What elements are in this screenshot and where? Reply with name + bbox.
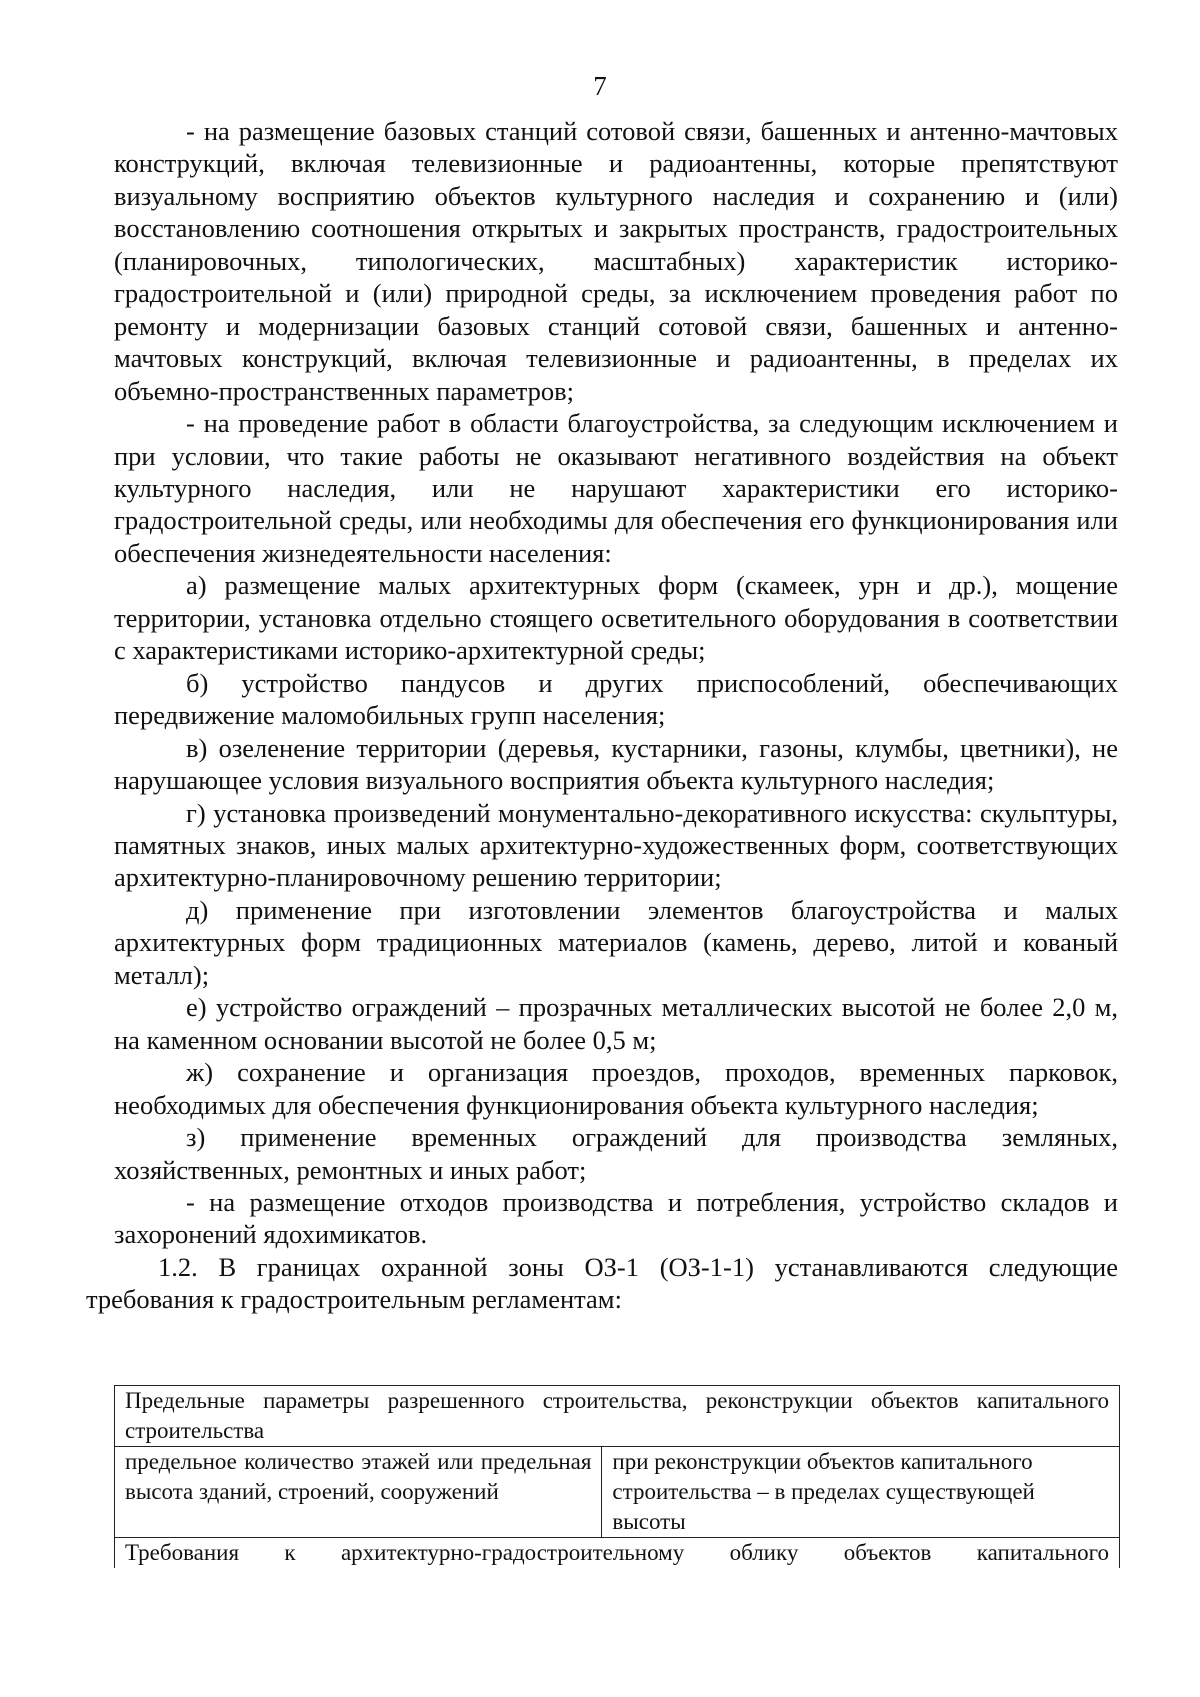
body-text (86, 115, 1118, 1316)
table-cell-parameter: предельное количество этажей или предельная высота зданий, строений, сооружений (115, 1447, 602, 1538)
list-item-v: в) озеленение территории (деревья, кустарники, газоны, клумбы, цветники), не нарушающее условия визуального восприятия объекта культурного наследия; (114, 732, 1118, 796)
list-item-d: д) применение при изготовлении элементов благоустройства и малых архитектурных форм традиционных материалов (камень, дерево, литой и кованый металл); (114, 894, 1118, 990)
paragraph-waste: - на размещение отходов производства и потребления, устройство складов и захоронений ядохимикатов. (114, 1186, 1118, 1250)
page-number: 7 (593, 71, 607, 101)
table-cell-requirements: Требования к архитектурно-градостроительному облику объектов капитального (115, 1538, 1120, 1569)
paragraph-landscaping: - на проведение работ в области благоустройства, за следующим исключением и при условии, что такие работы не оказывают негативного воздействия на объект культурного наследия, или не нарушают характеристики его историко-градостроительной среды, или необходимы для обеспечения его функционирования или обеспечения жизнедеятельности населения: (114, 408, 1118, 568)
paragraph-section-1-2: 1.2. В границах охранной зоны ОЗ-1 (ОЗ-1-1) устанавливаются следующие требования к градостроительным регламентам: (86, 1251, 1118, 1315)
list-item-e: е) устройство ограждений – прозрачных металлических высотой не более 2,0 м, на каменном основании высотой не более 0,5 м; (114, 992, 1118, 1055)
table-row (115, 1386, 1120, 1447)
table-row (115, 1538, 1120, 1569)
table-header-cell: Предельные параметры разрешенного строительства, реконструкции объектов капитального строительства (115, 1386, 1120, 1447)
list-item-a: а) размещение малых архитектурных форм (скамеек, урн и др.), мощение территории, установка отдельно стоящего осветительного оборудования в соответствии с характеристиками историко-архитектурной среды; (114, 570, 1118, 666)
table-row (115, 1447, 1120, 1538)
regulations-table (114, 1385, 1120, 1568)
list-item-zh: ж) сохранение и организация проездов, проходов, временных парковок, необходимых для обеспечения функционирования объекта культурного наследия; (114, 1057, 1118, 1120)
list-item-z: з) применение временных ограждений для производства земляных, хозяйственных, ремонтных и иных работ; (114, 1122, 1118, 1185)
list-item-g: г) установка произведений монументально-декоративного искусства: скульптуры, памятных знаков, иных малых архитектурно-художественных форм, соответствующих архитектурно-планировочному решению территории; (114, 797, 1118, 893)
list-item-b: б) устройство пандусов и других приспособлений, обеспечивающих передвижение маломобильных групп населения; (114, 667, 1118, 731)
table-cell-value: при реконструкции объектов капитального строительства – в пределах существующей высоты (602, 1447, 1120, 1538)
paragraph-base-stations: - на размещение базовых станций сотовой связи, башенных и антенно-мачтовых конструкций, включая телевизионные и радиоантенны, которые препятствуют визуальному восприятию объектов культурного наследия и сохранению и (или) восстановлению соотношения открытых и закрытых пространств, градостроительных (планировочных, типологических, масштабных) характеристик историко-градостроительной и (или) природной среды, за исключением проведения работ по ремонту и модернизации базовых станций сотовой связи, башенных и антенно-мачтовых конструкций, включая телевизионные и радиоантенны, в пределах их объемно-пространственных параметров; (114, 116, 1118, 406)
